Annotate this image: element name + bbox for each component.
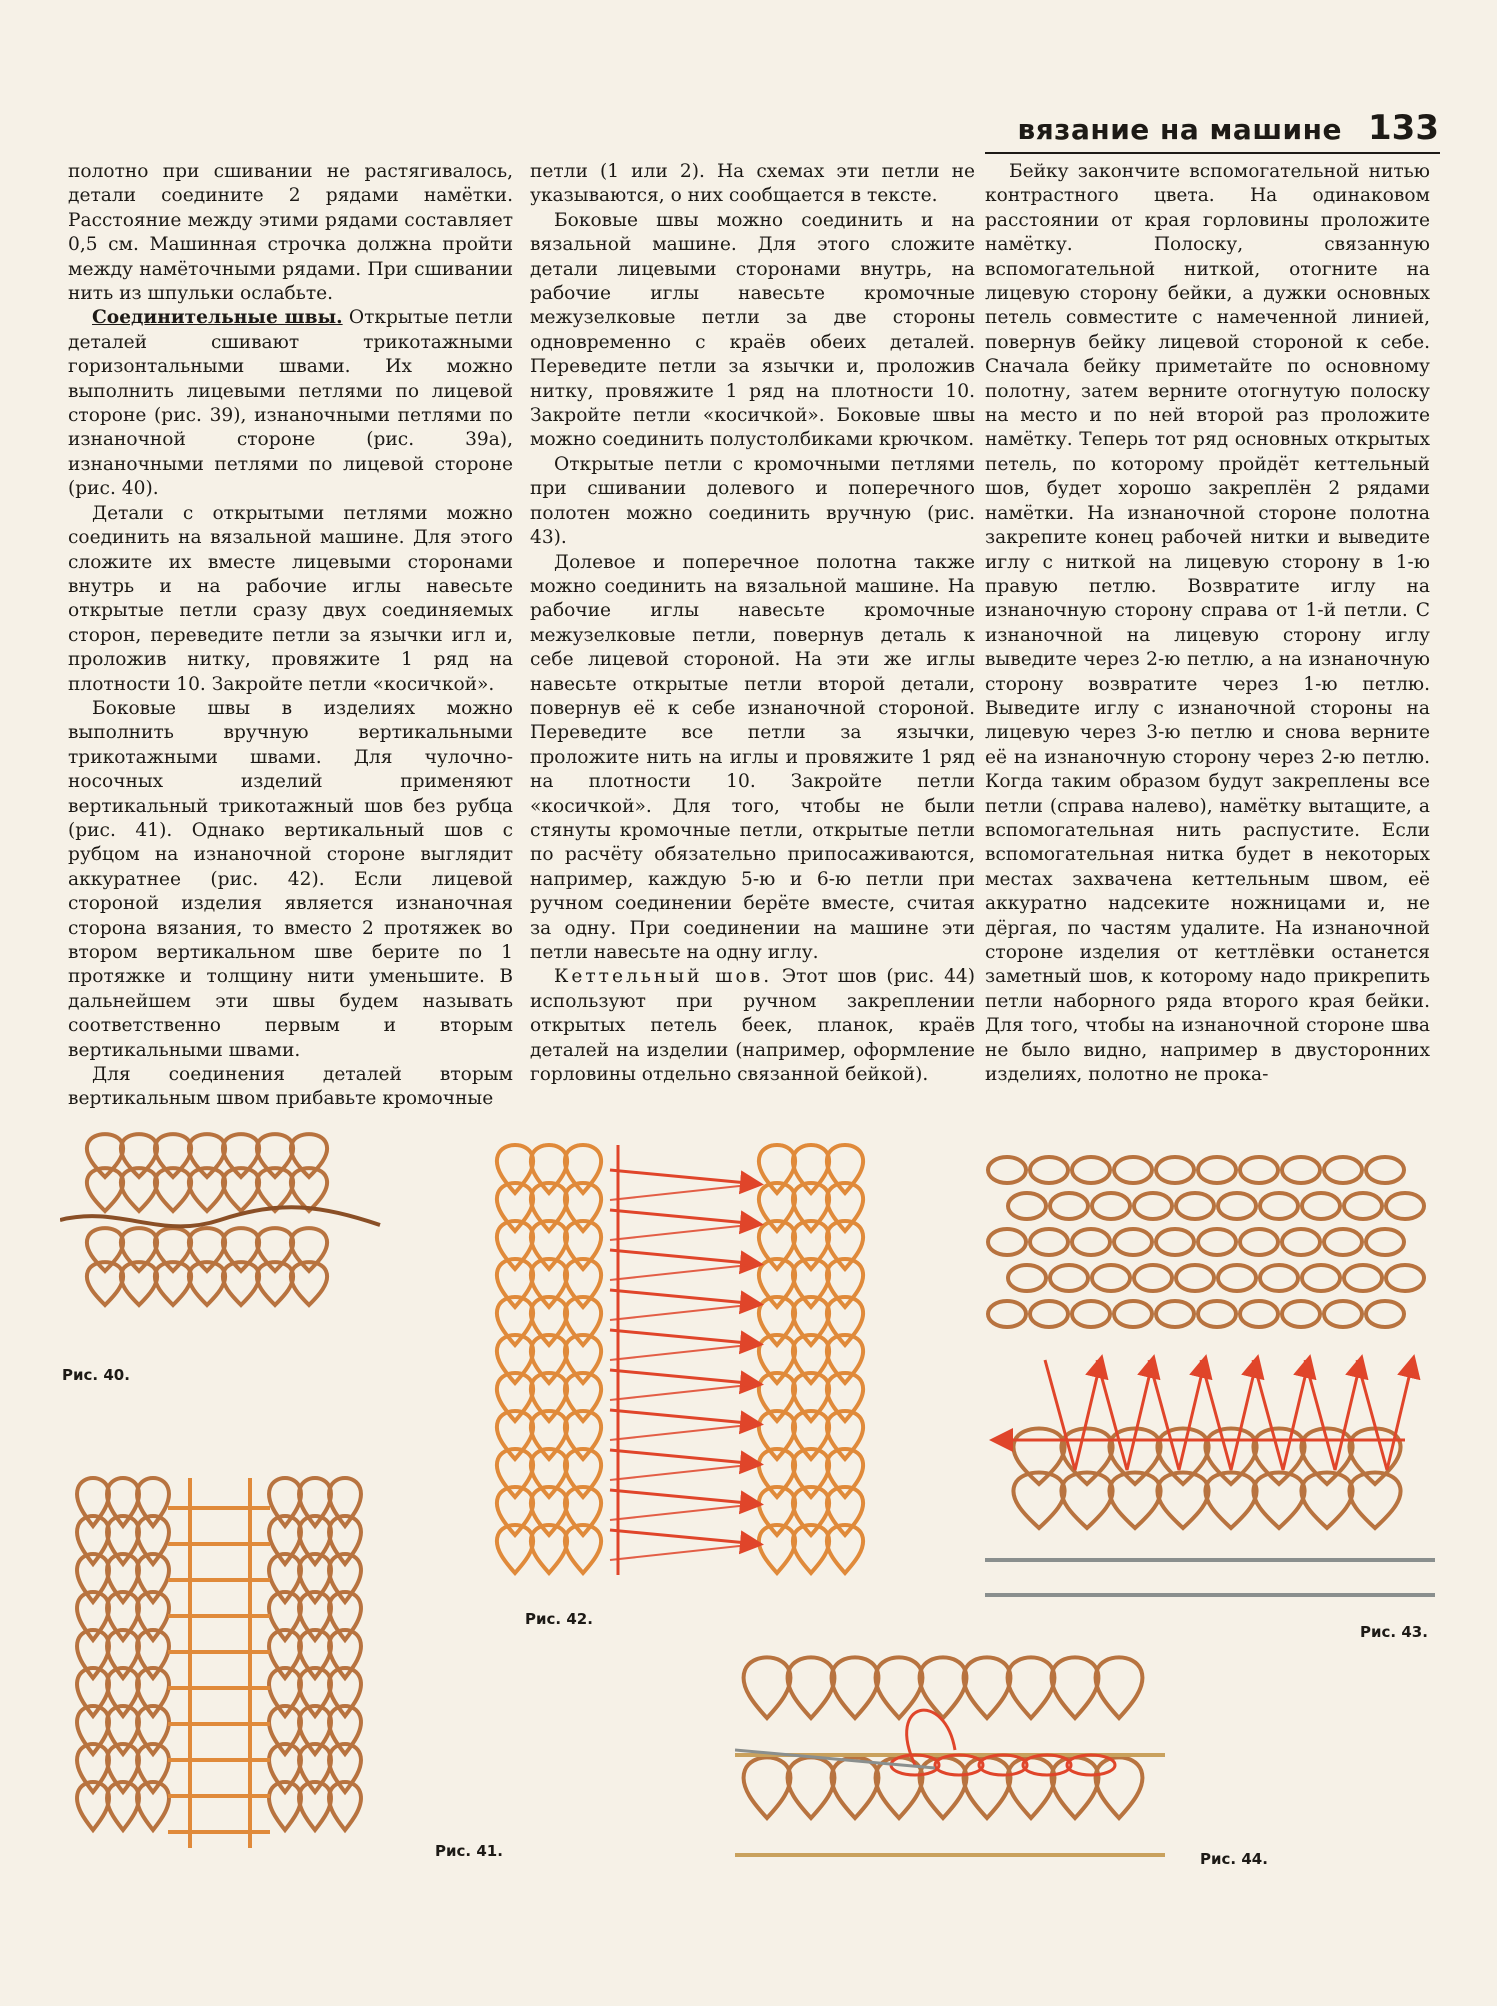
paragraph: Детали с открытыми петлями можно соединить на вязальной машине. Для этого сложите их вместе лицевыми сторонами внутрь и на рабочие иглы навесьте открытые петли сразу двух соединяемых сторон, переведите петли за язычки игл и, проложив нитку, провяжите 1 ряд на плотности 10. Закройте петли «косичкой». xyxy=(68,502,513,695)
stitch-loop xyxy=(1008,1657,1055,1718)
seam-thread xyxy=(610,1544,758,1560)
figure-44-caption: Рис. 44. xyxy=(1200,1850,1268,1868)
running-title: вязание на машине xyxy=(1017,113,1343,146)
seam-arrow xyxy=(610,1370,758,1384)
section-term: Соединительные швы. xyxy=(92,307,343,329)
purl-loop xyxy=(1176,1265,1214,1291)
seam-thread xyxy=(610,1304,758,1320)
purl-loop xyxy=(1198,1157,1236,1183)
purl-loop xyxy=(1218,1193,1256,1219)
purl-loop xyxy=(1260,1193,1298,1219)
paragraph xyxy=(68,306,513,501)
paragraph: Бейку закончите вспомогательной нитью контрастного цвета. На одинаковом расстоянии от края горловины проложите намётку. Полоску, связанную вспомогательной ниткой, отогните на лицевую сторону бейки, а дужки основных петель совместите с намеченной линией, повернув бейку лицевой стороной к себе. Сначала бейку приметайте по основному полотну, затем верните отогнутую полоску на место и по ней второй раз проложите намётку. Теперь тот ряд основных открытых петель, по которому пройдёт кеттельный шов, будет хорошо закреплён 2 рядами намётки. На изнаночной стороне полотна закрепите конец рабочей нитки и выведите иглу с ниткой на лицевую сторону в 1-ю правую петлю. Возвратите иглу на изнаночную сторону справа от 1-й петли. С изнаночной на лицевую сторону иглу выведите через 2-ю петлю, а на изнаночную сторону возвратите через 1-ю петлю. Выведите иглу с изнаночной стороны на лицевую через 3-ю петлю и снова верните её на изнаночную сторону через 2-ю петлю. Когда таким образом будут закреплены все петли (справа налево), намётку вытащите, а вспомогательная нить распустите. Если вспомогательная нитка будет в некоторых местах захвачена кеттельным швом, её аккуратно надсеките ножницами и, не дёргая, по частям удалите. На изнаночной стороне изделия от кеттлёвки останется заметный шов, к которому надо прикрепить петли наборного ряда второго края бейки. Для того, чтобы на изнаночной стороне шва не было видно, например в двусторонних изделиях, полотно не прока- xyxy=(985,161,1430,1086)
purl-loop xyxy=(1366,1229,1404,1255)
paragraph: полотно при сшивании не растягивалось, детали соедините 2 рядами намётки. Расстояние между этими рядами составляет 0,5 см. Машинная строчка должна пройти между намёточными рядами. При сшивании нить из шпульки ослабьте. xyxy=(68,161,513,305)
stitch-loop xyxy=(1253,1472,1304,1528)
stitch-loop xyxy=(1096,1757,1143,1818)
figure-44-illustration xyxy=(735,1640,1165,1880)
stitch-loop xyxy=(832,1657,879,1718)
purl-loop xyxy=(1134,1193,1172,1219)
paragraph: петли (1 или 2). На схемах эти петли не указываются, о них сообщается в тексте. xyxy=(530,161,975,207)
seam-thread xyxy=(610,1504,758,1520)
purl-loop xyxy=(1008,1193,1046,1219)
section-term: Кеттельный шов. xyxy=(554,966,773,988)
purl-loop xyxy=(1324,1157,1362,1183)
kettel-stitch xyxy=(935,1755,983,1775)
paragraph: Открытые петли с кромочными петлями при сшивании долевого и поперечного полотен можно соединить вручную (рис. 43). xyxy=(530,453,975,549)
purl-loop xyxy=(1324,1229,1362,1255)
stitch-loop xyxy=(1205,1472,1256,1528)
purl-loop xyxy=(1114,1229,1152,1255)
purl-loop xyxy=(1030,1229,1068,1255)
stitch-loop xyxy=(1052,1657,1099,1718)
purl-loop xyxy=(1282,1301,1320,1327)
purl-loop xyxy=(988,1301,1026,1327)
stitch-loop xyxy=(1061,1472,1112,1528)
purl-loop xyxy=(1114,1301,1152,1327)
paragraph: Для соединения деталей вторым вертикальным швом прибавьте кромочные xyxy=(68,1064,513,1110)
seam-arrow xyxy=(610,1330,758,1344)
purl-loop xyxy=(1260,1265,1298,1291)
purl-loop xyxy=(1156,1157,1194,1183)
figure-41-caption: Рис. 41. xyxy=(435,1842,503,1860)
purl-loop xyxy=(1092,1193,1130,1219)
purl-loop xyxy=(1156,1229,1194,1255)
text-column-1 xyxy=(68,160,513,1112)
paragraph-text: Открытые петли деталей сшивают трикотажными горизонтальными швами. Их можно выполнить лицевыми петлями по лицевой стороне (рис. 39), изнаночными петлями по изнаночной стороне (рис. 39а), изнаночными петлями по лицевой стороне (рис. 40). xyxy=(68,307,513,500)
purl-loop xyxy=(1282,1157,1320,1183)
seam-arrow xyxy=(610,1290,758,1304)
seam-arrow xyxy=(610,1250,758,1264)
purl-loop xyxy=(1008,1265,1046,1291)
figure-43-caption: Рис. 43. xyxy=(1360,1623,1428,1641)
purl-loop xyxy=(1240,1157,1278,1183)
seam-arrow xyxy=(610,1530,758,1544)
text-column-2 xyxy=(530,160,975,1087)
purl-loop xyxy=(1050,1193,1088,1219)
purl-loop xyxy=(1072,1229,1110,1255)
seam-arrow xyxy=(1097,1360,1153,1470)
seam-arrow xyxy=(610,1450,758,1464)
purl-loop xyxy=(1324,1301,1362,1327)
paragraph: Боковые швы в изделиях можно выполнить вручную вертикальными трикотажными швами. Для чулочно-носочных изделий применяют вертикальный трикотажный шов без рубца (рис. 41). Однако вертикальный шов с рубцом на изнаночной стороне выглядит аккуратнее (рис. 42). Если лицевой стороной изделия является изнаночная сторона вязания, то вместо 2 протяжек во втором вертикальном шве берите по 1 протяжке и толщину нити уменьшите. В дальнейшем эти швы будем называть соответственно первым и вторым вертикальными швами. xyxy=(68,697,513,1061)
purl-loop xyxy=(1176,1193,1214,1219)
purl-loop xyxy=(988,1157,1026,1183)
stitch-loop xyxy=(1301,1472,1352,1528)
seam-thread xyxy=(610,1344,758,1360)
purl-loop xyxy=(1134,1265,1172,1291)
figure-42-illustration xyxy=(490,1135,940,1585)
purl-loop xyxy=(1030,1157,1068,1183)
stitch-loop xyxy=(832,1757,879,1818)
stitch-loop xyxy=(788,1757,835,1818)
header-rule xyxy=(985,152,1440,154)
seam-arrow xyxy=(610,1410,758,1424)
purl-loop xyxy=(1282,1229,1320,1255)
stitch-loop xyxy=(744,1657,791,1718)
seam-arrow xyxy=(610,1170,758,1184)
purl-loop xyxy=(1302,1265,1340,1291)
stitch-loop xyxy=(788,1657,835,1718)
seam-arrow xyxy=(610,1490,758,1504)
purl-loop xyxy=(1240,1229,1278,1255)
seam-arrow xyxy=(610,1210,758,1224)
seam-arrow xyxy=(1045,1360,1101,1470)
purl-loop xyxy=(1344,1265,1382,1291)
figure-41-illustration xyxy=(70,1468,400,1853)
purl-loop xyxy=(1092,1265,1130,1291)
purl-loop xyxy=(988,1229,1026,1255)
purl-loop xyxy=(1366,1157,1404,1183)
paragraph: Боковые швы можно соединить и на вязальной машине. Для этого сложите детали лицевыми сторонами внутрь, на рабочие иглы навесьте кромочные межузелковые петли за две стороны одновременно с краёв обеих деталей. Переведите петли за язычки и, проложив нитку, провяжите 1 ряд на плотности 10. Закройте петли «косичкой». Боковые швы можно соединить полустолбиками крючком. xyxy=(530,209,975,451)
page-number: 133 xyxy=(1368,108,1439,148)
purl-loop xyxy=(1386,1193,1424,1219)
purl-loop xyxy=(1114,1157,1152,1183)
stitch-loop xyxy=(1052,1757,1099,1818)
stitch-loop xyxy=(1096,1657,1143,1718)
purl-loop xyxy=(1366,1301,1404,1327)
stitch-loop xyxy=(876,1657,923,1718)
purl-loop xyxy=(1344,1193,1382,1219)
purl-loop xyxy=(1072,1301,1110,1327)
figure-40-illustration xyxy=(60,1125,400,1340)
seam-thread xyxy=(610,1224,758,1240)
purl-loop xyxy=(1302,1193,1340,1219)
stitch-loop xyxy=(744,1757,791,1818)
figure-42-caption: Рис. 42. xyxy=(525,1610,593,1628)
text-column-3 xyxy=(985,160,1430,1087)
seam-thread xyxy=(610,1184,758,1200)
seam-thread xyxy=(610,1464,758,1480)
figure-43-illustration xyxy=(985,1140,1435,1610)
purl-loop xyxy=(1198,1301,1236,1327)
page-header xyxy=(1017,108,1439,148)
purl-loop xyxy=(1030,1301,1068,1327)
stitch-loop xyxy=(1013,1472,1064,1528)
purl-loop xyxy=(1386,1265,1424,1291)
stitch-loop xyxy=(1349,1472,1400,1528)
paragraph: Долевое и поперечное полотна также можно соединить на вязальной машине. На рабочие иглы навесьте кромочные межузелковые петли, повернув деталь к себе лицевой стороной. На эти же иглы навесьте открытые петли второй детали, повернув её к себе изнаночной стороной. Переведите все петли за язычки, проложите нить на иглы и провяжите 1 ряд на плотности 10. Закройте петли «косичкой». Для того, чтобы не были стянуты кромочные петли, открытые петли по расчёту обязательно припосаживаются, например, каждую 5-ю и 6-ю петли при ручном соединении берёте вместе, считая за одну. При соединении на машине эти петли навесьте на одну иглу. xyxy=(530,551,975,963)
purl-loop xyxy=(1198,1229,1236,1255)
figure-40-caption: Рис. 40. xyxy=(62,1366,130,1384)
seam-thread xyxy=(610,1424,758,1440)
seam-thread xyxy=(610,1384,758,1400)
seam-thread xyxy=(610,1264,758,1280)
stitch-loop xyxy=(1109,1472,1160,1528)
kettel-stitch xyxy=(1023,1755,1071,1775)
purl-loop xyxy=(1218,1265,1256,1291)
purl-loop xyxy=(1156,1301,1194,1327)
purl-loop xyxy=(1050,1265,1088,1291)
purl-loop xyxy=(1072,1157,1110,1183)
stitch-loop xyxy=(1157,1472,1208,1528)
stitch-loop xyxy=(964,1657,1011,1718)
purl-loop xyxy=(1240,1301,1278,1327)
paragraph xyxy=(530,965,975,1087)
seam-arrow xyxy=(1357,1360,1413,1470)
stitch-loop xyxy=(964,1757,1011,1818)
stitch-loop xyxy=(1008,1757,1055,1818)
paragraph-text: Этот шов (рис. 44) используют при ручном закреплении открытых петель беек, планок, краёв деталей на изделии (например, оформление горловины отдельно связанной бейкой). xyxy=(530,966,975,1086)
kettel-stitch xyxy=(979,1755,1027,1775)
kettel-stitch xyxy=(1067,1755,1115,1775)
